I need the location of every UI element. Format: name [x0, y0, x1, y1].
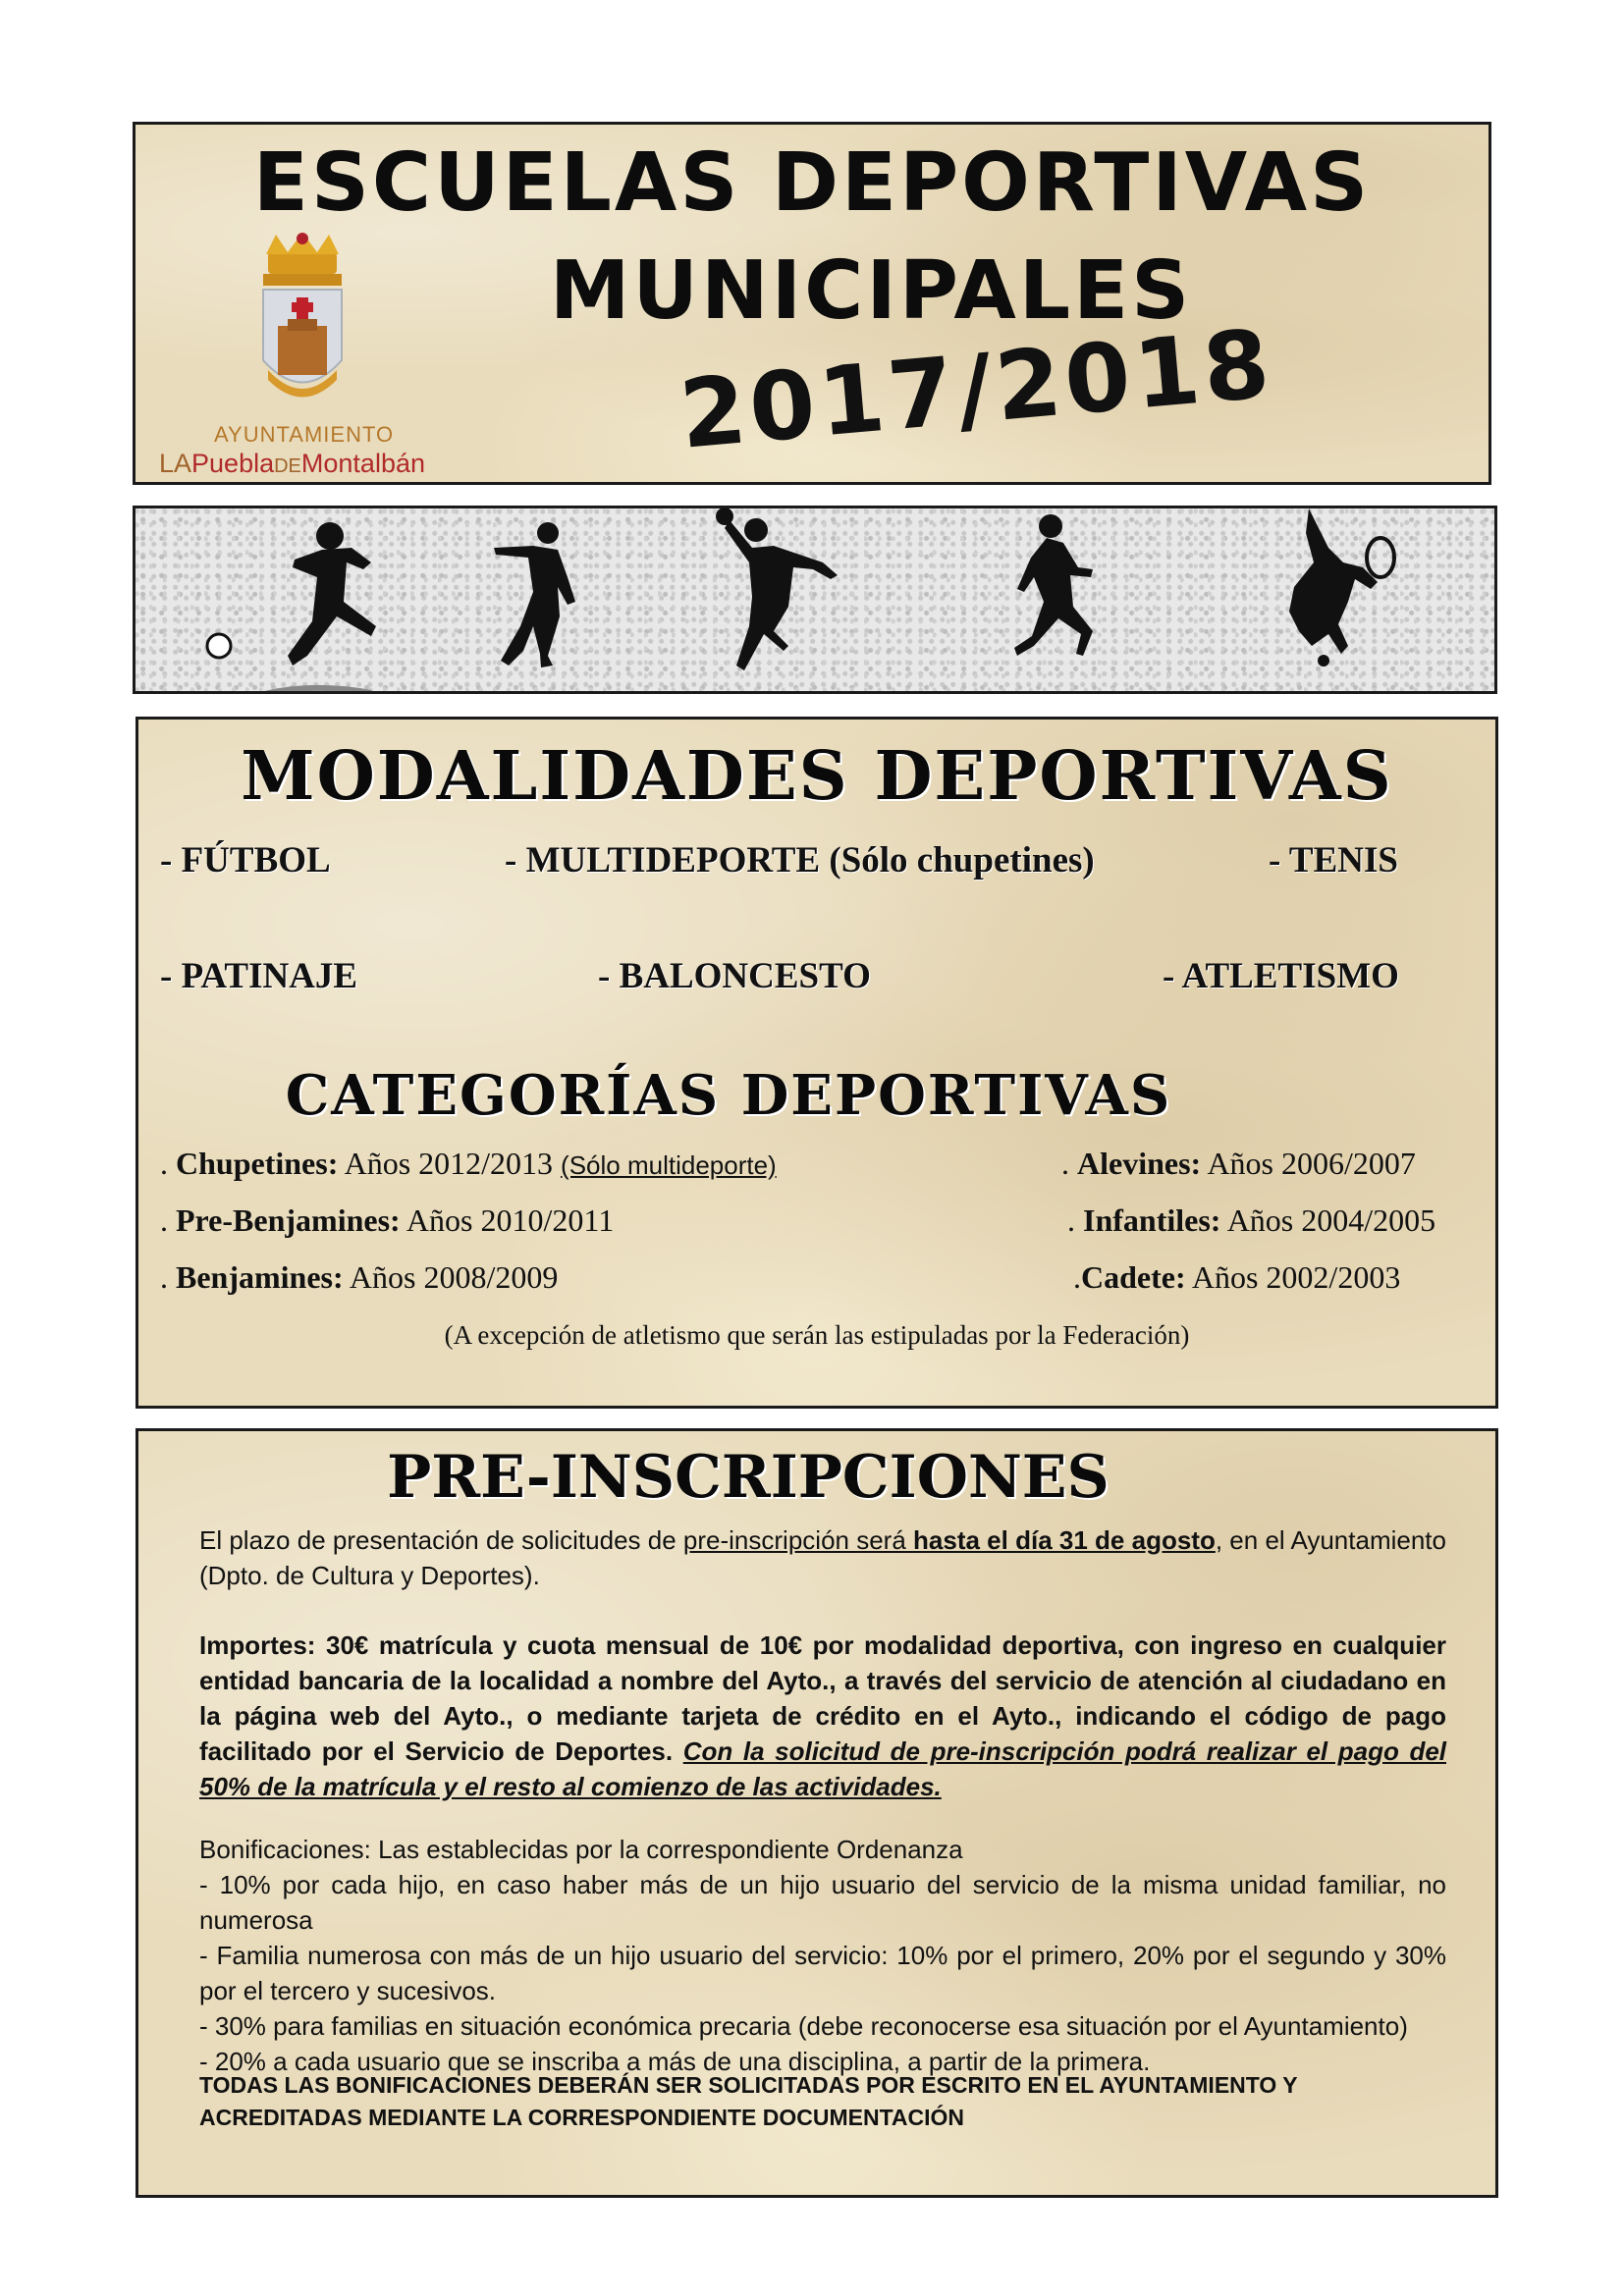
- federation-note: (A excepción de atletismo que serán las estipuladas por la Federación): [444, 1320, 1190, 1350]
- category-name: Chupetines:: [176, 1146, 339, 1181]
- category-prefix: .: [1061, 1146, 1077, 1181]
- basketball-player-icon: [716, 508, 838, 670]
- town-name: [159, 449, 425, 479]
- sport-item: - TENIS: [1269, 840, 1398, 881]
- category-name: Alevines:: [1077, 1146, 1202, 1181]
- modalidades-title: MODALIDADES DEPORTIVAS: [241, 737, 1393, 816]
- category-name: Infantiles:: [1083, 1202, 1221, 1238]
- bonificaciones-list: [199, 1832, 1446, 2079]
- town-prefix: LA: [159, 449, 192, 478]
- category-prefix: .: [160, 1259, 176, 1295]
- category-item: [1073, 1259, 1400, 1296]
- category-item: [1067, 1202, 1435, 1239]
- category-name: Pre-Benjamines:: [176, 1202, 401, 1238]
- skater-icon: [494, 522, 575, 667]
- category-note: (Sólo multideporte): [561, 1150, 777, 1180]
- title-line-2: MUNICIPALES: [549, 244, 1193, 338]
- deadline-text: El plazo de presentación de solicitudes de: [199, 1525, 683, 1555]
- categorias-title: CATEGORÍAS DEPORTIVAS: [285, 1063, 1172, 1128]
- sports-silhouette-banner: [133, 506, 1497, 694]
- deadline-place: , en el Ayuntamiento (Dpto. de Cultura y Deportes).: [199, 1525, 1446, 1590]
- sport-item: - MULTIDEPORTE (Sólo chupetines): [505, 840, 1095, 881]
- bonificacion-item: - 10% por cada hijo, en caso haber más de un hijo usuario del servicio de la misma unidad familiar, no numerosa: [199, 1870, 1446, 1935]
- sport-item: - BALONCESTO: [598, 956, 871, 996]
- category-years: Años 2004/2005: [1220, 1202, 1436, 1238]
- header-panel: [133, 122, 1491, 485]
- category-years: Años 2006/2007: [1201, 1146, 1416, 1181]
- category-years: Años 2012/2013: [338, 1146, 562, 1181]
- deadline-underlined: pre-inscripción será: [682, 1525, 914, 1555]
- fees-paragraph: [199, 1628, 1446, 1804]
- category-prefix: .: [1073, 1259, 1081, 1295]
- bonificaciones-footer-note: TODAS LAS BONIFICACIONES DEBERÁN SER SOLICITADAS POR ESCRITO EN EL AYUNTAMIENTO Y ACREDITADAS MEDIANTE LA CORRESPONDIENTE DOCUMENTACIÓN: [199, 2072, 1298, 2130]
- category-item: [160, 1146, 777, 1182]
- town-main: Montalbán: [300, 449, 425, 478]
- bonificacion-item: - 20% a cada usuario que se inscriba a más de una disciplina, a partir de la primera.: [199, 2047, 1151, 2076]
- category-prefix: .: [160, 1202, 176, 1238]
- title-line-1: ESCUELAS DEPORTIVAS: [252, 136, 1372, 230]
- town-de: DE: [274, 455, 301, 477]
- fees-text: Importes: 30€ matrícula y cuota mensual de 10€ por modalidad deportiva, con ingreso en cualquier entidad bancaria de la localidad a nombre del Ayto., a través del servicio de atención al ciudadano en la página web del Ayto., o mediante tarjeta de crédito en el Ayto., indicando el código de pago facilitado por el Servicio de Deportes.: [199, 1630, 1446, 1766]
- category-prefix: .: [1067, 1202, 1083, 1238]
- category-item: [160, 1202, 614, 1239]
- category-prefix: .: [160, 1146, 176, 1181]
- category-years: Años 2002/2003: [1185, 1259, 1401, 1295]
- category-name: Benjamines:: [176, 1259, 344, 1295]
- deadline-date: hasta el día 31 de agosto: [913, 1525, 1216, 1555]
- town-crest-icon: [248, 233, 356, 414]
- category-name: Cadete:: [1081, 1259, 1186, 1295]
- tennis-player-icon: [1289, 508, 1394, 667]
- modalidades-panel: [135, 717, 1498, 1409]
- sport-item: - FÚTBOL: [160, 840, 331, 881]
- bonificacion-item: - Familia numerosa con más de un hijo usuario del servicio: 10% por el primero, 20% por el segundo y 30% por el tercero y sucesivos.: [199, 1941, 1446, 2005]
- category-item: [160, 1259, 558, 1296]
- preinscripciones-panel: [135, 1428, 1498, 2198]
- fees-payment-note: Con la solicitud de pre-inscripción podrá realizar el pago del 50% de la matrícula y el resto al comienzo de las actividades.: [199, 1736, 1447, 1801]
- runner-icon: [1014, 514, 1093, 656]
- sport-item: - ATLETISMO: [1163, 956, 1399, 996]
- sport-item: - PATINAJE: [160, 956, 358, 996]
- football-player-icon: [207, 522, 376, 691]
- bonificacion-item: - 30% para familias en situación económica precaria (debe reconocerse esa situación por el Ayuntamiento): [199, 2011, 1408, 2041]
- town-mid: Puebla: [191, 449, 275, 478]
- category-years: Años 2008/2009: [343, 1259, 559, 1295]
- ayuntamiento-label: AYUNTAMIENTO: [214, 422, 395, 447]
- category-years: Años 2010/2011: [400, 1202, 615, 1238]
- bonificacion-heading: Bonificaciones: Las establecidas por la correspondiente Ordenanza: [199, 1835, 963, 1864]
- preinscripciones-title: PRE-INSCRIPCIONES: [387, 1443, 1110, 1512]
- category-item: [1061, 1146, 1416, 1182]
- deadline-paragraph: [199, 1522, 1446, 1593]
- season-year: 2017/2018: [676, 308, 1278, 470]
